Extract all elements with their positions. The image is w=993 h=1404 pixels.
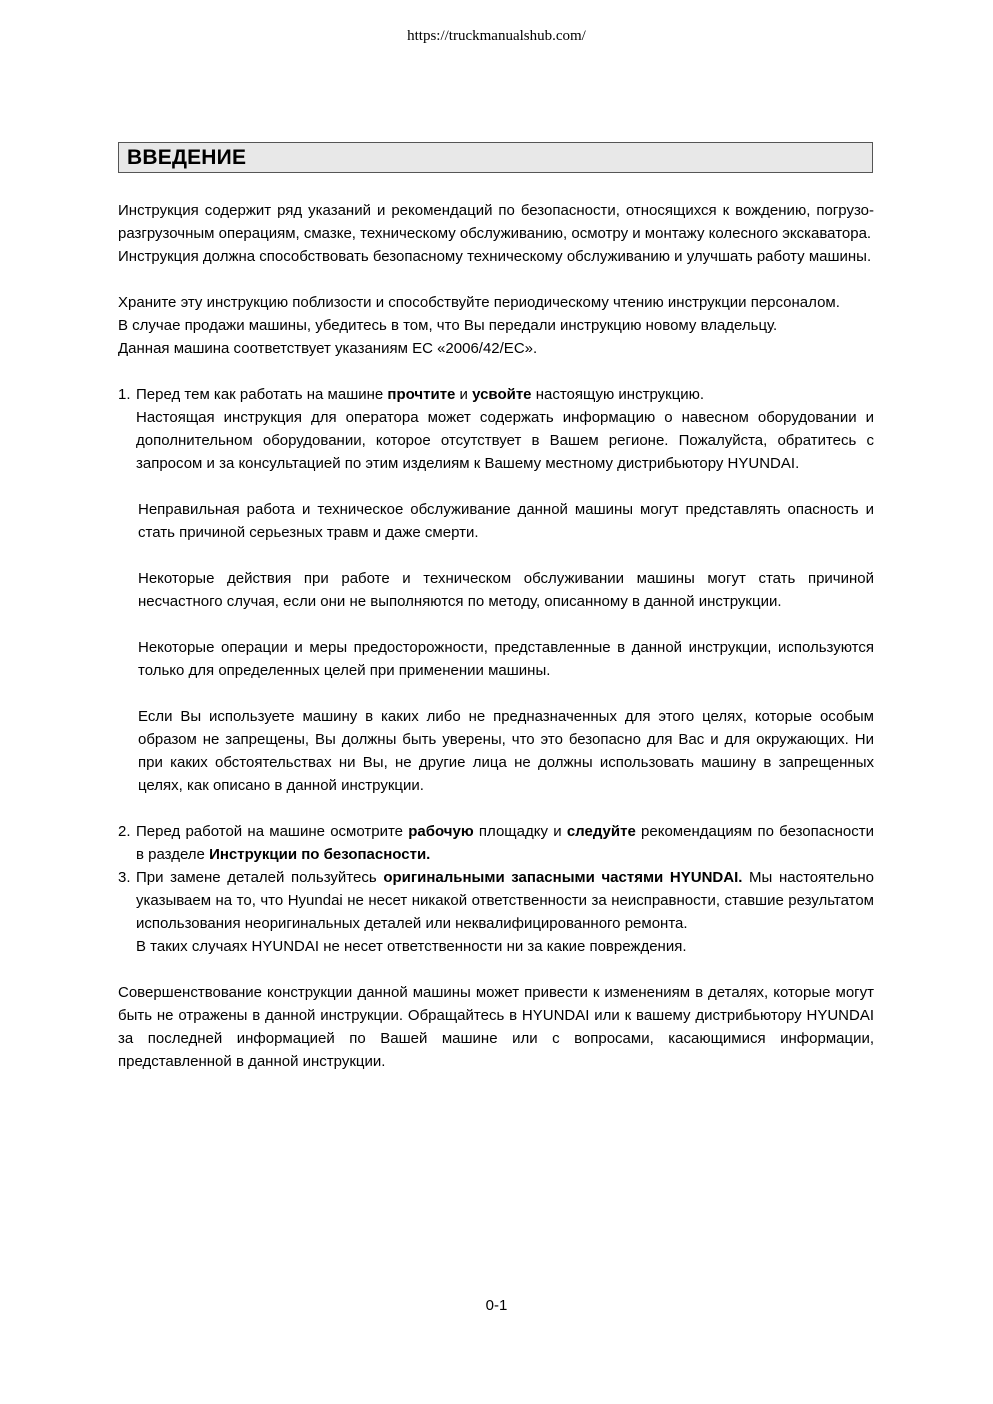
list-item-3-paragraph-2: В таких случаях HYUNDAI не несет ответственности ни за какие повреждения. — [136, 938, 687, 955]
intro-paragraph-5: Данная машина соответствует указаниям ЕС «2006/42/EC». — [118, 340, 538, 357]
list-number: 1. — [118, 386, 131, 403]
list-item-3 — [118, 866, 874, 958]
intro-paragraph-4: В случае продажи машины, убедитесь в том, что Вы передали инструкцию новому владельцу. — [118, 317, 778, 334]
list-item-1-lead: Перед тем как работать на машине прочтите и усвойте настоящую инструкцию. — [136, 386, 705, 403]
intro-paragraph-1: Инструкция содержит ряд указаний и рекомендаций по безопасности, относящихся к вождению, погрузо-разгрузочным операциям, смазке, техническому обслуживанию, осмотру и монтажу колесного экскаватора. — [118, 202, 874, 242]
list-item-2-text: Перед работой на машине осмотрите рабочую площадку и следуйте рекомендациям по безопасности в разделе Инструкции по безопасности. — [136, 823, 874, 863]
intro-paragraph-3: Храните эту инструкцию поблизости и способствуйте периодическому чтению инструкции персоналом. — [118, 294, 840, 311]
list-item-1-subsection — [118, 498, 874, 797]
section-title: ВВЕДЕНИЕ — [127, 146, 247, 169]
page-number: 0-1 — [485, 1297, 508, 1314]
list-item-2 — [118, 820, 874, 866]
list-item-1-paragraph-4: Некоторые действия при работе и техническом обслуживании машины могут стать причиной несчастного случая, если они не выполняются по методу, описанному в данной инструкции. — [138, 570, 874, 610]
list-item-3-text: При замене деталей пользуйтесь оригинальными запасными частями HYUNDAI. Мы настоятельно указываем на то, что Hyundai не несет никакой ответственности за неисправности, ставшие результатом использования неоригинальных деталей или неквалифицированного ремонта. — [136, 869, 874, 932]
list-item-1 — [118, 383, 874, 475]
list-item-1-paragraph-5: Некоторые операции и меры предосторожности, представленные в данной инструкции, используются только для определенных целей при применении машины. — [138, 639, 874, 679]
source-url: https://truckmanualshub.com/ — [407, 28, 586, 44]
closing-paragraph: Совершенствование конструкции данной машины может привести к изменениям в деталях, которые могут быть не отражены в данной инструкции. Обращайтесь в HYUNDAI или к вашему дистрибьютору HYUNDAI за последней информацией по Вашей машине или с вопросами, касающимися информации, представленной в данной инструкции. — [118, 984, 874, 1070]
section-title-box — [118, 142, 873, 173]
list-item-1-paragraph-6: Если Вы используете машину в каких либо не предназначенных для этого целях, которые особым образом не запрещены, Вы должны быть уверены, что это безопасно для Вас и для окружающих. Ни при каких обстоятельствах ни Вы, не другие лица не должны использовать машину в запрещенных целях, как описано в данной инструкции. — [138, 708, 874, 794]
intro-paragraph-2: Инструкция должна способствовать безопасному техническому обслуживанию и улучшать работу машины. — [118, 248, 872, 265]
list-number: 2. — [118, 823, 131, 840]
list-item-1-paragraph-2: Настоящая инструкция для оператора может содержать информацию о навесном оборудовании и дополнительном оборудовании, которое отсутствует в Вашем регионе. Пожалуйста, обратитесь с запросом и за консультацией по этим изделиям к Вашему местному дистрибьютору HYUNDAI. — [136, 409, 874, 472]
document-body — [118, 199, 874, 1073]
list-item-1-paragraph-3: Неправильная работа и техническое обслуживание данной машины могут представлять опасность и стать причиной серьезных травм и даже смерти. — [138, 501, 874, 541]
list-number: 3. — [118, 869, 131, 886]
